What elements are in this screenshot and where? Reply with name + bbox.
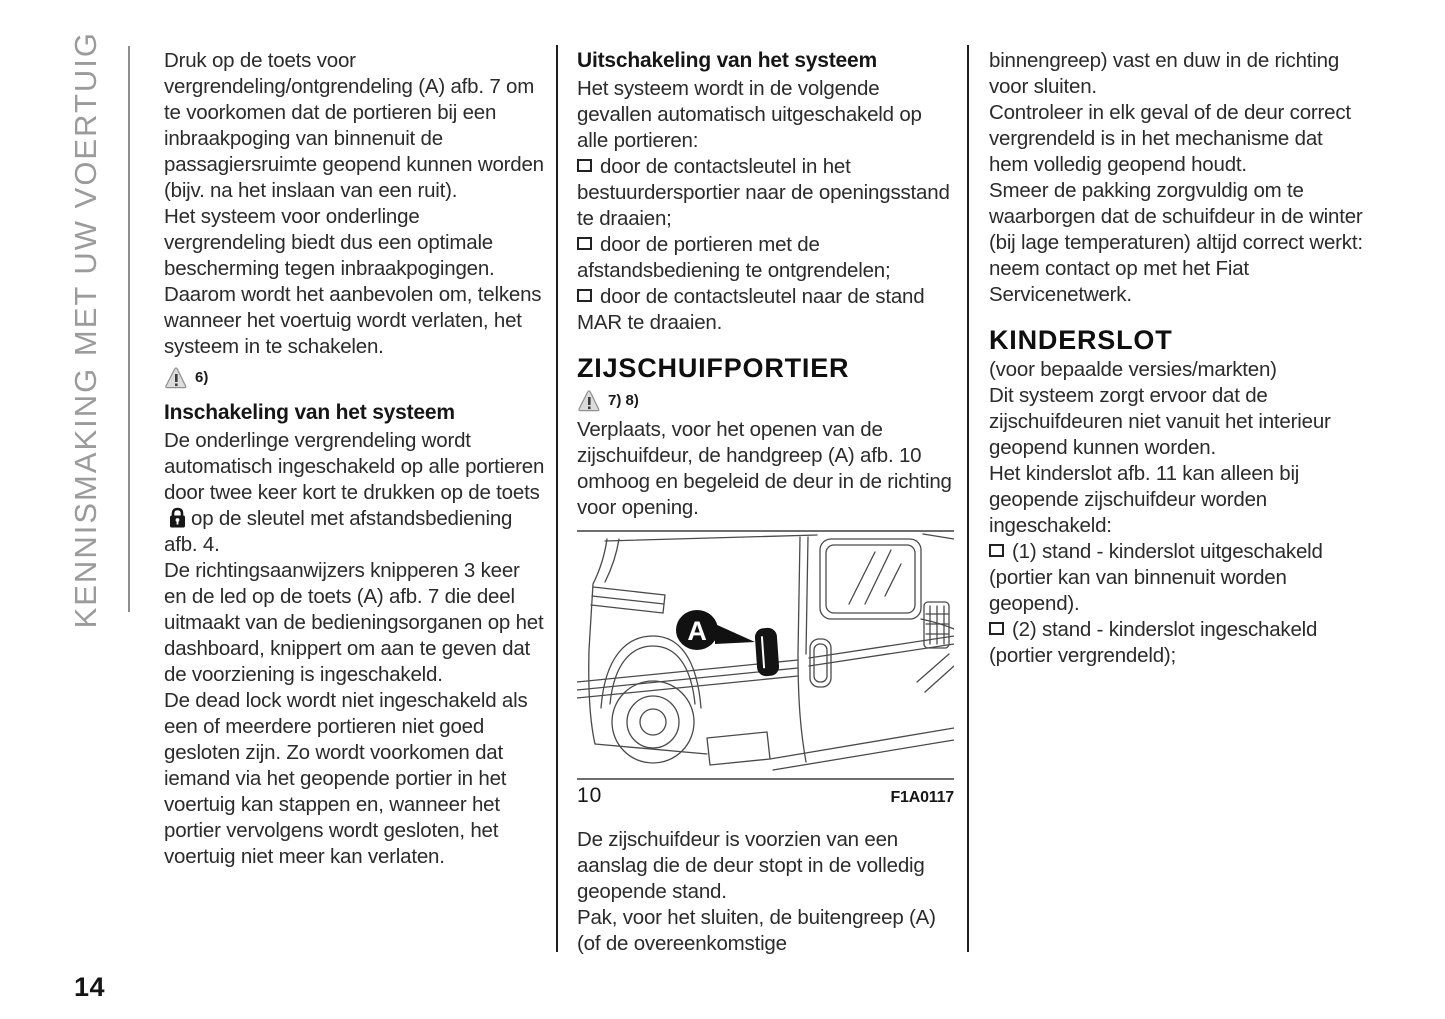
square-bullet-icon [577, 289, 592, 302]
paragraph: Het systeem voor onderlinge vergrendeling biedt dus een optimale bescherming tegen inbraakpogingen. Daarom wordt het aanbevolen om, telkens wanneer het voertuig wordt verlaten, het systeem in te schakelen. [164, 205, 542, 358]
warning-triangle-icon [577, 390, 601, 412]
figure-bottom-rule [577, 778, 954, 780]
square-bullet-icon [989, 544, 1004, 557]
footnote-row [164, 365, 546, 391]
figure-code: F1A0117 [890, 789, 954, 806]
footnote-row [577, 388, 954, 414]
list-item [577, 284, 954, 336]
list-item-text: (1) stand - kinderslot uitgeschakeld (portier kan van binnenuit worden geopend). [989, 540, 1323, 615]
column-divider-2 [967, 45, 969, 952]
section-heading-kinderslot: KINDERSLOT [989, 325, 1173, 355]
figure-number: 10 [577, 784, 603, 807]
footnote-reference: 7) 8) [608, 392, 639, 409]
column-right [989, 48, 1367, 669]
chapter-title-vertical: KENNISMAKING MET UW VOERTUIG [68, 31, 103, 629]
paragraph: De dead lock wordt niet ingeschakeld als een of meerdere portieren niet goed gesloten zijn. Zo wordt voorkomen dat iemand via het geopende portier in het voertuig kan stappen en, wanneer het portier vervolgens wordt gesloten, het voertuig niet meer kan verlaten. [164, 689, 528, 868]
paragraph: (voor bepaalde versies/markten) [989, 358, 1277, 381]
paragraph: Druk op de toets voor vergrendeling/ontgrendeling (A) afb. 7 om te voorkomen dat de portieren bij een inbraakpoging van binnenuit de passagiersruimte geopend kunnen worden (bijv. na het inslaan van een ruit). [164, 49, 544, 202]
column-divider-1 [556, 45, 558, 952]
square-bullet-icon [577, 237, 592, 250]
subsection-heading: Uitschakeling van het systeem [577, 49, 877, 72]
warning-triangle-icon [164, 367, 188, 389]
paragraph-text: op de sleutel met afstandsbediening afb. 4. [164, 507, 513, 556]
list-item [989, 617, 1367, 669]
paragraph: Verplaats, voor het openen van de zijschuifdeur, de handgreep (A) afb. 10 omhoog en begeleid de deur in de richting voor opening. [577, 418, 952, 519]
list-item-text: (2) stand - kinderslot ingeschakeld (portier vergrendeld); [989, 618, 1318, 667]
paragraph: De zijschuifdeur is voorzien van een aanslag die de deur stopt in de volledig geopende stand. [577, 828, 925, 903]
paragraph-with-lock-icon [164, 428, 546, 558]
list-item-text: door de portieren met de afstandsbediening te ontgrendelen; [577, 233, 891, 282]
page-number: 14 [74, 972, 106, 1002]
van-side-view-illustration [577, 532, 954, 778]
subsection-heading: Inschakeling van het systeem [164, 401, 455, 424]
column-middle [577, 48, 954, 957]
column-left [164, 48, 546, 870]
paragraph: Pak, voor het sluiten, de buitengreep (A) (of de overeenkomstige [577, 906, 936, 955]
figure-10 [577, 530, 954, 811]
list-item [577, 232, 954, 284]
list-item-text: door de contactsleutel naar de stand MAR te draaien. [577, 285, 925, 334]
sidebar-rule [128, 46, 130, 612]
paragraph: Het kinderslot afb. 11 kan alleen bij geopende zijschuifdeur worden ingeschakeld: [989, 462, 1300, 537]
footnote-reference: 6) [195, 369, 209, 386]
chapter-sidebar [68, 31, 104, 629]
list-item [989, 539, 1367, 617]
paragraph: Smeer de pakking zorgvuldig om te waarborgen dat de schuifdeur in de winter (bij lage temperaturen) altijd correct werkt: neem contact op met het Fiat Servicenetwerk. [989, 179, 1363, 306]
paragraph: Controleer in elk geval of de deur correct vergrendeld is in het mechanisme dat hem volledig geopend houdt. [989, 101, 1351, 176]
paragraph: binnengreep) vast en duw in de richting voor sluiten. [989, 49, 1340, 98]
paragraph: Het systeem wordt in de volgende gevallen automatisch uitgeschakeld op alle portieren: [577, 77, 922, 152]
paragraph: De richtingsaanwijzers knipperen 3 keer en de led op de toets (A) afb. 7 die deel uitmaakt van de bedieningsorganen op het dashboard, knippert om aan te geven dat de voorziening is ingeschakeld. [164, 559, 544, 686]
paragraph: Dit systeem zorgt ervoor dat de zijschuifdeuren niet vanuit het interieur geopend kunnen worden. [989, 384, 1331, 459]
square-bullet-icon [989, 622, 1004, 635]
square-bullet-icon [577, 159, 592, 172]
list-item [577, 154, 954, 232]
figure-caption [577, 783, 954, 811]
list-item-text: door de contactsleutel in het bestuurdersportier naar de openingsstand te draaien; [577, 155, 950, 230]
section-heading-zijschuifportier: ZIJSCHUIFPORTIER [577, 353, 850, 383]
figure-callout-label: A [687, 616, 707, 646]
lock-icon [169, 507, 186, 528]
paragraph-text: De onderlinge vergrendeling wordt automatisch ingeschakeld op alle portieren door twee keer kort te drukken op de toets [164, 429, 545, 504]
